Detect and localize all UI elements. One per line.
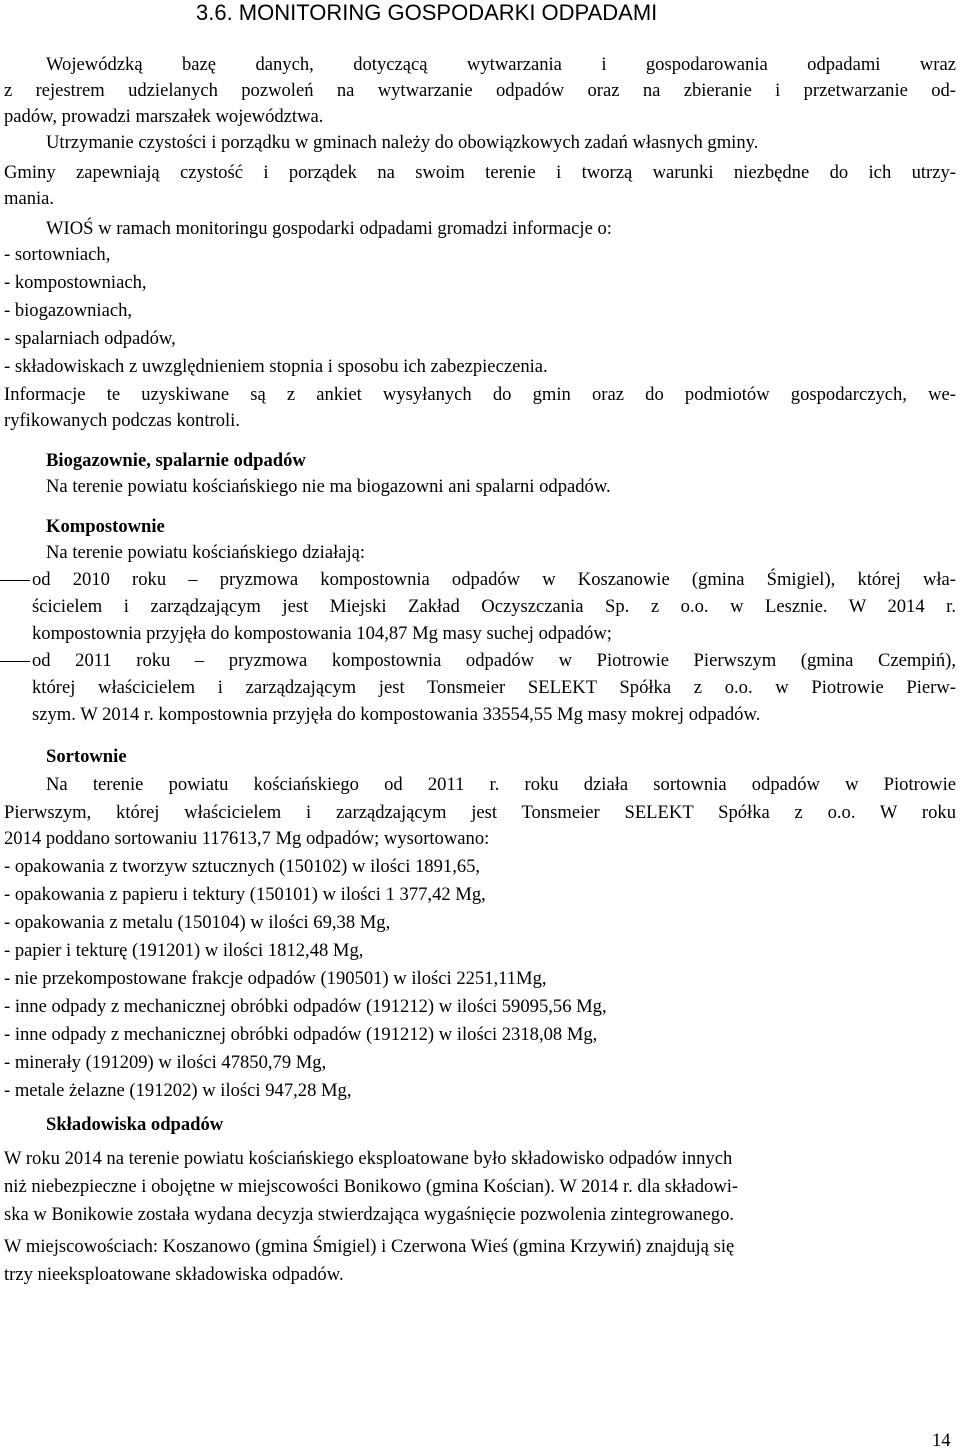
sort-item: - papier i tekturę (191201) w ilości 1812,48 Mg, xyxy=(4,940,364,961)
sort-item: - opakowania z metalu (150104) w ilości 69,38 Mg, xyxy=(4,912,391,933)
section-heading-biogas: Biogazownie, spalarnie odpadów xyxy=(46,450,306,471)
list-item: - biogazowniach, xyxy=(4,300,133,321)
section-heading-sort: Sortownie xyxy=(46,746,127,767)
intro-line: Wojewódzką bazę danych, dotyczącą wytwarzania i gospodarowania odpadami wraz xyxy=(46,54,956,75)
landfill-line: W roku 2014 na terenie powiatu kościańskiego eksploatowane było składowisko odpadów innych xyxy=(4,1148,733,1169)
intro-line: Utrzymanie czystości i porządku w gminach należy do obowiązkowych zadań własnych gminy. xyxy=(46,132,759,153)
landfill-line: W miejscowościach: Koszanowo (gmina Śmigiel) i Czerwona Wieś (gmina Krzywiń) znajdują się xyxy=(4,1236,735,1257)
landfill-line: ska w Bonikowie została wydana decyzja stwierdzająca wygaśnięcie pozwolenia zintegrowanego. xyxy=(4,1204,735,1225)
list-dash xyxy=(0,580,30,581)
kompost-line: której właścicielem i zarządzającym jest Tonsmeier SELEKT Spółka z o.o. w Piotrowie Pierw- xyxy=(32,677,956,698)
section-heading-kompost: Kompostownie xyxy=(46,516,165,537)
kompost-line: od 2010 roku – pryzmowa kompostownia odpadów w Koszanowie (gmina Śmigiel), której wła- xyxy=(32,569,956,590)
sort-line: Na terenie powiatu kościańskiego od 2011 r. roku działa sortownia odpadów w Piotrowie xyxy=(46,774,956,795)
sort-line: 2014 poddano sortowaniu 117613,7 Mg odpadów; wysortowano: xyxy=(4,828,490,849)
kompost-line: kompostownia przyjęła do kompostowania 104,87 Mg masy suchej odpadów; xyxy=(32,623,612,644)
list-item: - spalarniach odpadów, xyxy=(4,328,176,349)
kompost-line: ścicielem i zarządzającym jest Miejski Zakład Oczyszczania Sp. z o.o. w Lesznie. W 2014 r. xyxy=(32,596,956,617)
kompost-line: szym. W 2014 r. kompostownia przyjęła do kompostowania 33554,55 Mg masy mokrej odpadów. xyxy=(32,704,761,725)
sort-item: - opakowania z tworzyw sztucznych (150102) w ilości 1891,65, xyxy=(4,856,481,877)
intro-line: WIOŚ w ramach monitoringu gospodarki odpadami gromadzi informacje o: xyxy=(46,218,612,239)
kompost-line: od 2011 roku – pryzmowa kompostownia odpadów w Piotrowie Pierwszym (gmina Czempiń), xyxy=(32,650,956,671)
list-dash xyxy=(0,661,30,662)
page-number: 14 xyxy=(932,1430,951,1451)
list-item: - sortowniach, xyxy=(4,244,111,265)
info-line: Informacje te uzyskiwane są z ankiet wysyłanych do gmin oraz do podmiotów gospodarczych, we- xyxy=(4,384,956,405)
biogas-text: Na terenie powiatu kościańskiego nie ma biogazowni ani spalarni odpadów. xyxy=(46,476,611,497)
landfill-line: trzy nieeksploatowane składowiska odpadów. xyxy=(4,1264,344,1285)
kompost-intro: Na terenie powiatu kościańskiego działają: xyxy=(46,542,366,563)
sort-item: - inne odpady z mechanicznej obróbki odpadów (191212) w ilości 59095,56 Mg, xyxy=(4,996,607,1017)
section-title: 3.6. MONITORING GOSPODARKI ODPADAMI xyxy=(196,0,658,25)
list-item: - składowiskach z uwzględnieniem stopnia i sposobu ich zabezpieczenia. xyxy=(4,356,548,377)
intro-line: z rejestrem udzielanych pozwoleń na wytwarzanie odpadów oraz na zbieranie i przetwarzanie od- xyxy=(4,80,956,101)
list-item: - kompostowniach, xyxy=(4,272,147,293)
sort-line: Pierwszym, której właścicielem i zarządzającym jest Tonsmeier SELEKT Spółka z o.o. W roku xyxy=(4,802,956,823)
sort-item: - opakowania z papieru i tektury (150101) w ilości 1 377,42 Mg, xyxy=(4,884,486,905)
sort-item: - nie przekompostowane frakcje odpadów (190501) w ilości 2251,11Mg, xyxy=(4,968,547,989)
landfill-line: niż niebezpieczne i obojętne w miejscowości Bonikowo (gmina Kościan). W 2014 r. dla składowi- xyxy=(4,1176,739,1197)
sort-item: - inne odpady z mechanicznej obróbki odpadów (191212) w ilości 2318,08 Mg, xyxy=(4,1024,598,1045)
intro-line: Gminy zapewniają czystość i porządek na swoim terenie i tworzą warunki niezbędne do ich utrzy- xyxy=(4,162,956,183)
intro-line: padów, prowadzi marszałek województwa. xyxy=(4,106,324,127)
sort-item: - minerały (191209) w ilości 47850,79 Mg, xyxy=(4,1052,327,1073)
intro-line: mania. xyxy=(4,188,55,209)
section-heading-landfill: Składowiska odpadów xyxy=(46,1114,224,1135)
sort-item: - metale żelazne (191202) w ilości 947,28 Mg, xyxy=(4,1080,352,1101)
info-line: ryfikowanych podczas kontroli. xyxy=(4,410,240,431)
